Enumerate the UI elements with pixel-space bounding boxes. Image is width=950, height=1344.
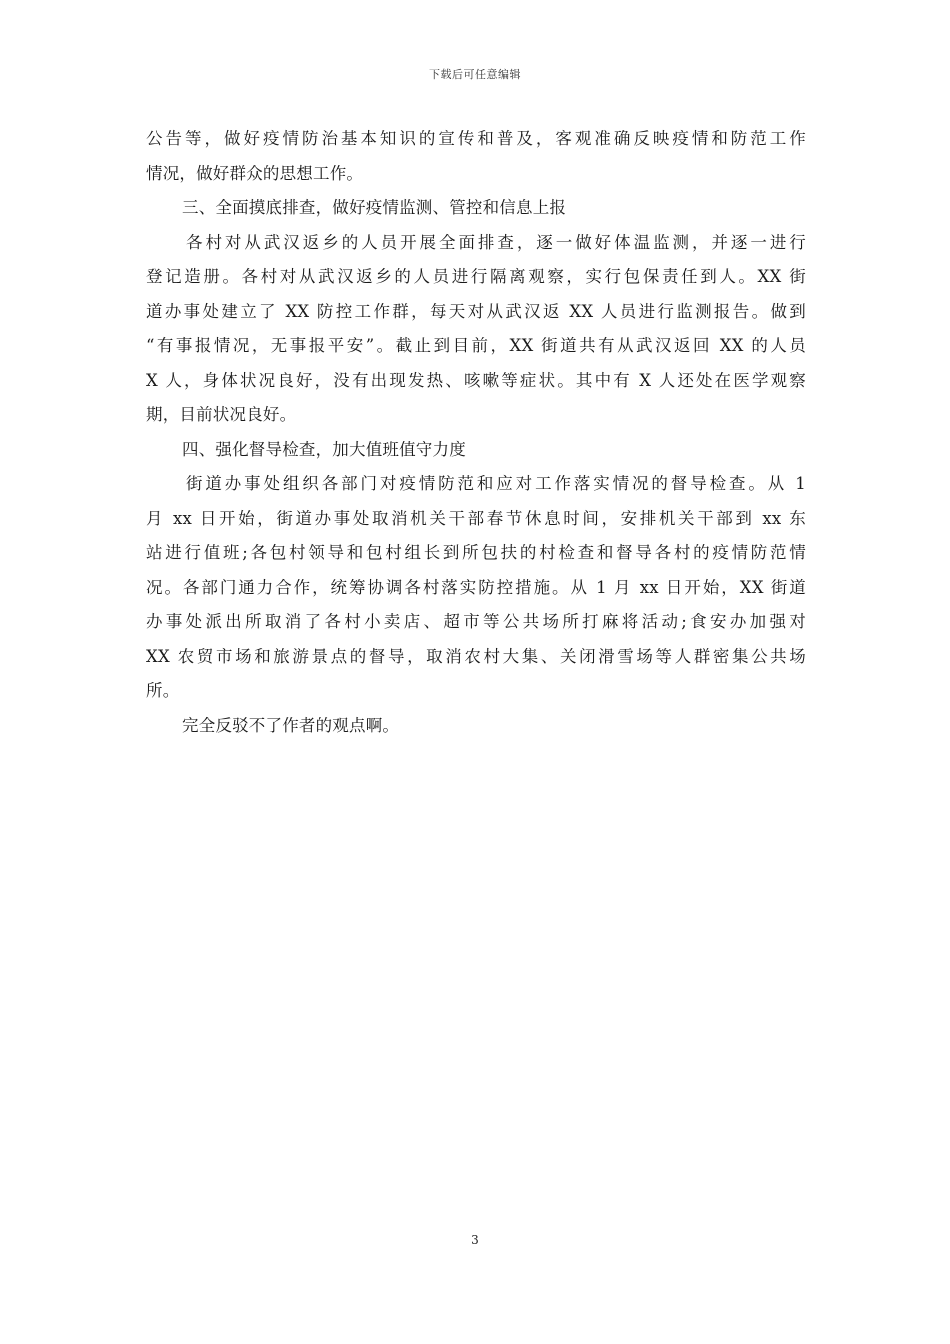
text-line: 办事处派出所取消了各村小卖店、超市等公共场所打麻将活动;食安办加强对: [146, 612, 806, 631]
document-body: [146, 122, 806, 743]
text-line: 月 xx 日开始，街道办事处取消机关干部春节休息时间，安排机关干部到 xx 东: [146, 508, 806, 528]
text-line: X 人，身体状况良好，没有出现发热、咳嗽等症状。其中有 X 人还处在医学观察: [146, 370, 806, 390]
text-line: 各村对从武汉返乡的人员开展全面排查，逐一做好体温监测，并逐一进行: [186, 232, 806, 252]
text-line: 站进行值班;各包村领导和包村组长到所包扶的村检查和督导各村的疫情防范情: [146, 543, 806, 562]
text-line: “有事报情况，无事报平安”。截止到目前，XX 街道共有从武汉返回 XX 的人员: [146, 336, 806, 355]
text-line: 完全反驳不了作者的观点啊。: [182, 715, 400, 735]
paragraph: [146, 226, 806, 433]
text-line: 期，目前状况良好。: [146, 405, 297, 424]
paragraph: [146, 467, 806, 709]
section-heading: 三、全面摸底排查，做好疫情监测、管控和信息上报: [182, 198, 567, 217]
text-line: 道办事处建立了 XX 防控工作群，每天对从武汉返 XX 人员进行监测报告。做到: [146, 301, 806, 321]
paragraph: [146, 122, 806, 191]
text-line: 登记造册。各村对从武汉返乡的人员进行隔离观察，实行包保责任到人。XX 街: [146, 267, 806, 286]
paragraph: [146, 709, 806, 744]
text-line: 况。各部门通力合作，统筹协调各村落实防控措施。从 1 月 xx 日开始，XX 街道: [146, 577, 806, 597]
text-line: 公告等，做好疫情防治基本知识的宣传和普及，客观准确反映疫情和防范工作: [146, 129, 806, 148]
section-heading: 四、强化督导检查，加大值班值守力度: [182, 439, 466, 459]
text-line: 街道办事处组织各部门对疫情防范和应对工作落实情况的督导检查。从 1: [186, 474, 806, 493]
page-header: 下载后可任意编辑: [429, 68, 521, 81]
text-line: 所。: [146, 681, 180, 700]
text-line: XX 农贸市场和旅游景点的督导，取消农村大集、关闭滑雪场等人群密集公共场: [146, 646, 806, 666]
page-number: 3: [471, 1233, 479, 1247]
text-line: 情况，做好群众的思想工作。: [146, 163, 364, 183]
